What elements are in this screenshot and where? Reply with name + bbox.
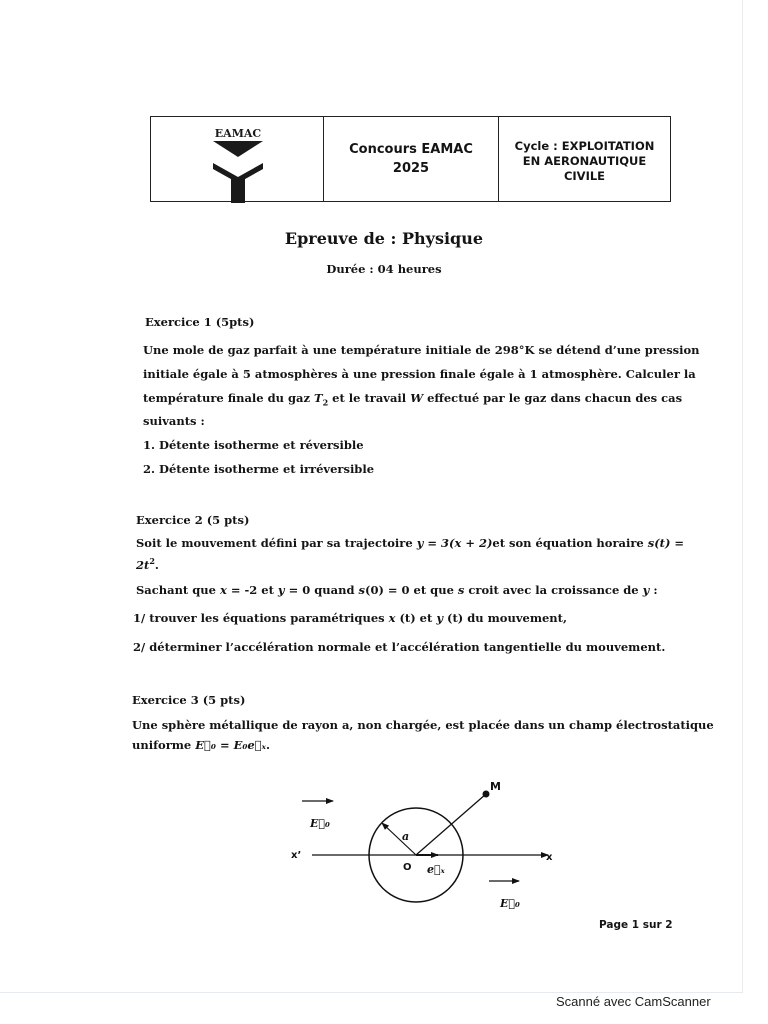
ex1-line-2: initiale égale à 5 atmosphères à une pression finale égale à 1 atmosphère. Calculer la — [143, 367, 696, 381]
label-a: a — [402, 830, 410, 843]
cycle-line-3: CIVILE — [563, 169, 606, 183]
ex1-item-1: 1. Détente isotherme et réversible — [143, 438, 364, 452]
label-m: M — [490, 780, 501, 793]
exam-duration: Durée : 04 heures — [326, 262, 442, 276]
logo-text: EAMAC — [214, 127, 262, 140]
ex3-line-2: uniforme E⃗₀ = E₀e⃗ₓ. — [132, 738, 270, 752]
contest-year: 2025 — [392, 161, 430, 176]
ex1-line-4: suivants : — [143, 414, 205, 428]
ex2-line-3: Sachant que x = -2 et y = 0 quand s(0) = 0 et que s croit avec la croissance de y : — [136, 583, 658, 597]
ex1-line-1: Une mole de gaz parfait à une température initiale de 298°K se détend d’une pression — [143, 343, 700, 357]
exam-title: Epreuve de : Physique — [284, 229, 484, 248]
scanner-watermark: Scanné avec CamScanner — [556, 994, 711, 1009]
ex2-question-2: 2/ déterminer l’accélération normale et l’accélération tangentielle du mouvement. — [133, 640, 666, 654]
point-m — [483, 791, 490, 798]
ex3-line-1: Une sphère métallique de rayon a, non chargée, est placée dans un champ électrostatique — [132, 718, 714, 732]
ex1-line-3: température finale du gaz $T_2$ et le travail W effectué par le gaz dans chacun des cas — [143, 391, 683, 408]
label-x-prime: x’ — [291, 850, 302, 861]
ex2-line-2: $2t^2$. — [136, 556, 159, 572]
ex3-title: Exercice 3 (5 pts) — [132, 693, 246, 707]
ex2-question-1: 1/ trouver les équations paramétriques x (t) et y (t) du mouvement, — [133, 611, 567, 625]
cycle-line-2: EN AERONAUTIQUE — [522, 154, 647, 168]
ex1-item-2: 2. Détente isotherme et irréversible — [143, 462, 375, 476]
contest-name: Concours EAMAC — [349, 142, 473, 157]
om-line — [416, 794, 486, 855]
ex1-title: Exercice 1 (5pts) — [145, 315, 255, 329]
label-x: x — [546, 852, 553, 863]
cycle-line-1: Cycle : EXPLOITATION — [514, 139, 655, 153]
ex2-title: Exercice 2 (5 pts) — [136, 513, 250, 527]
label-e0-left: E⃗₀ — [310, 817, 330, 830]
label-e0-right: E⃗₀ — [500, 897, 520, 910]
page-number: Page 1 sur 2 — [599, 919, 673, 931]
label-o: O — [403, 862, 412, 873]
radius-vector — [382, 823, 416, 855]
label-ex: e⃗ₓ — [427, 863, 445, 876]
ex2-line-1: Soit le mouvement défini par sa trajectoire y = 3(x + 2)et son équation horaire s(t) = — [136, 536, 685, 550]
